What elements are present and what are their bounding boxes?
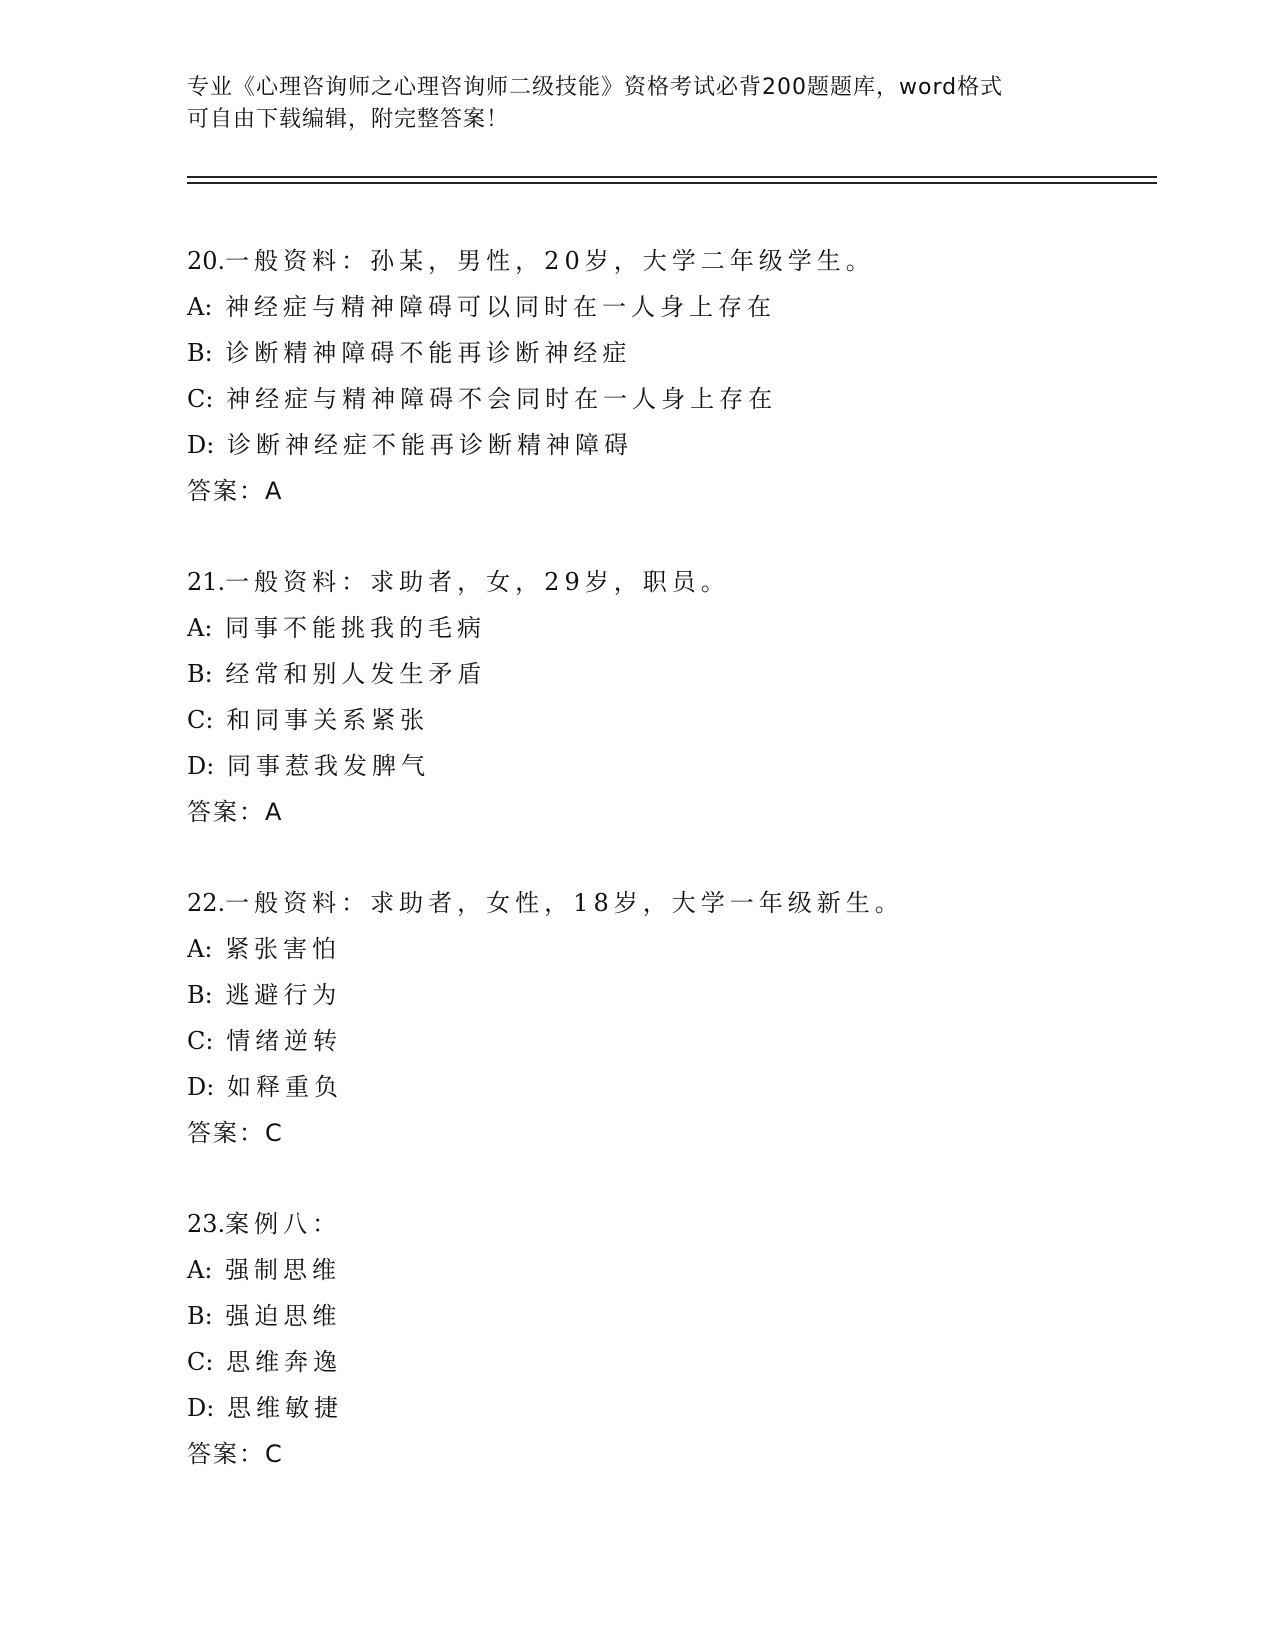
- option-c: [187, 697, 1147, 743]
- option-key: D:: [187, 752, 215, 780]
- answer-line: 答案：C: [187, 1440, 284, 1468]
- question-number: 20.: [187, 247, 226, 275]
- question-20: [187, 238, 1147, 514]
- option-text: 神经症与精神障碍可以同时在一人身上存在: [225, 293, 777, 321]
- option-text: 思维奔逸: [226, 1348, 343, 1376]
- option-key: D:: [187, 431, 215, 459]
- option-key: C:: [187, 1348, 214, 1376]
- option-key: A:: [187, 1256, 213, 1284]
- document-header: [187, 72, 1087, 136]
- option-d: [187, 1064, 1147, 1110]
- option-text: 逃避行为: [225, 981, 342, 1009]
- option-text: 如释重负: [226, 1073, 343, 1101]
- question-stem: [187, 880, 1147, 926]
- option-key: D:: [187, 1394, 215, 1422]
- option-key: C:: [187, 706, 214, 734]
- option-text: 同事惹我发脾气: [226, 752, 430, 780]
- question-22: [187, 880, 1147, 1156]
- option-text: 紧张害怕: [225, 935, 342, 963]
- question-number: 23.: [187, 1210, 226, 1238]
- option-a: [187, 1247, 1147, 1293]
- option-c: [187, 1339, 1147, 1385]
- question-stem: [187, 238, 1147, 284]
- answer-line: 答案：C: [187, 1119, 284, 1147]
- header-line-2: 可自由下载编辑，附完整答案！: [187, 107, 510, 132]
- option-a: [187, 926, 1147, 972]
- answer-line: 答案：A: [187, 477, 284, 505]
- question-number: 21.: [187, 568, 226, 596]
- option-text: 情绪逆转: [226, 1027, 343, 1055]
- option-d: [187, 743, 1147, 789]
- option-b: [187, 1293, 1147, 1339]
- option-d: [187, 422, 1147, 468]
- option-key: B:: [187, 1302, 213, 1330]
- option-text: 诊断神经症不能再诊断精神障碍: [226, 431, 633, 459]
- option-key: B:: [187, 339, 213, 367]
- question-21: [187, 559, 1147, 835]
- option-text: 强制思维: [225, 1256, 342, 1284]
- answer-line: 答案：A: [187, 798, 284, 826]
- option-key: A:: [187, 614, 213, 642]
- option-text: 同事不能挑我的毛病: [225, 614, 487, 642]
- question-stem: [187, 559, 1147, 605]
- option-c: [187, 376, 1147, 422]
- option-key: C:: [187, 385, 214, 413]
- question-list: [187, 238, 1147, 1522]
- option-b: [187, 330, 1147, 376]
- option-text: 强迫思维: [225, 1302, 342, 1330]
- option-text: 神经症与精神障碍不会同时在一人身上存在: [226, 385, 778, 413]
- option-key: B:: [187, 660, 213, 688]
- option-text: 诊断精神障碍不能再诊断神经症: [225, 339, 632, 367]
- option-c: [187, 1018, 1147, 1064]
- header-line-1: 专业《心理咨询师之心理咨询师二级技能》资格考试必背200题题库，word格式: [187, 75, 1004, 100]
- question-text: 一般资料：孙某，男性，20岁，大学二年级学生。: [225, 247, 875, 275]
- option-key: A:: [187, 935, 213, 963]
- question-23: [187, 1201, 1147, 1477]
- option-key: B:: [187, 981, 213, 1009]
- option-b: [187, 972, 1147, 1018]
- option-a: [187, 284, 1147, 330]
- question-number: 22.: [187, 889, 226, 917]
- header-divider-top: [187, 176, 1157, 178]
- option-a: [187, 605, 1147, 651]
- option-b: [187, 651, 1147, 697]
- question-text: 一般资料：求助者，女，29岁，职员。: [225, 568, 730, 596]
- option-d: [187, 1385, 1147, 1431]
- option-text: 思维敏捷: [226, 1394, 343, 1422]
- option-text: 和同事关系紧张: [226, 706, 430, 734]
- question-text: 案例八：: [225, 1210, 342, 1238]
- option-key: A:: [187, 293, 213, 321]
- option-key: D:: [187, 1073, 215, 1101]
- question-text: 一般资料：求助者，女性，18岁，大学一年级新生。: [225, 889, 904, 917]
- option-key: C:: [187, 1027, 214, 1055]
- header-divider-bottom: [187, 182, 1157, 184]
- question-stem: [187, 1201, 1147, 1247]
- option-text: 经常和别人发生矛盾: [225, 660, 487, 688]
